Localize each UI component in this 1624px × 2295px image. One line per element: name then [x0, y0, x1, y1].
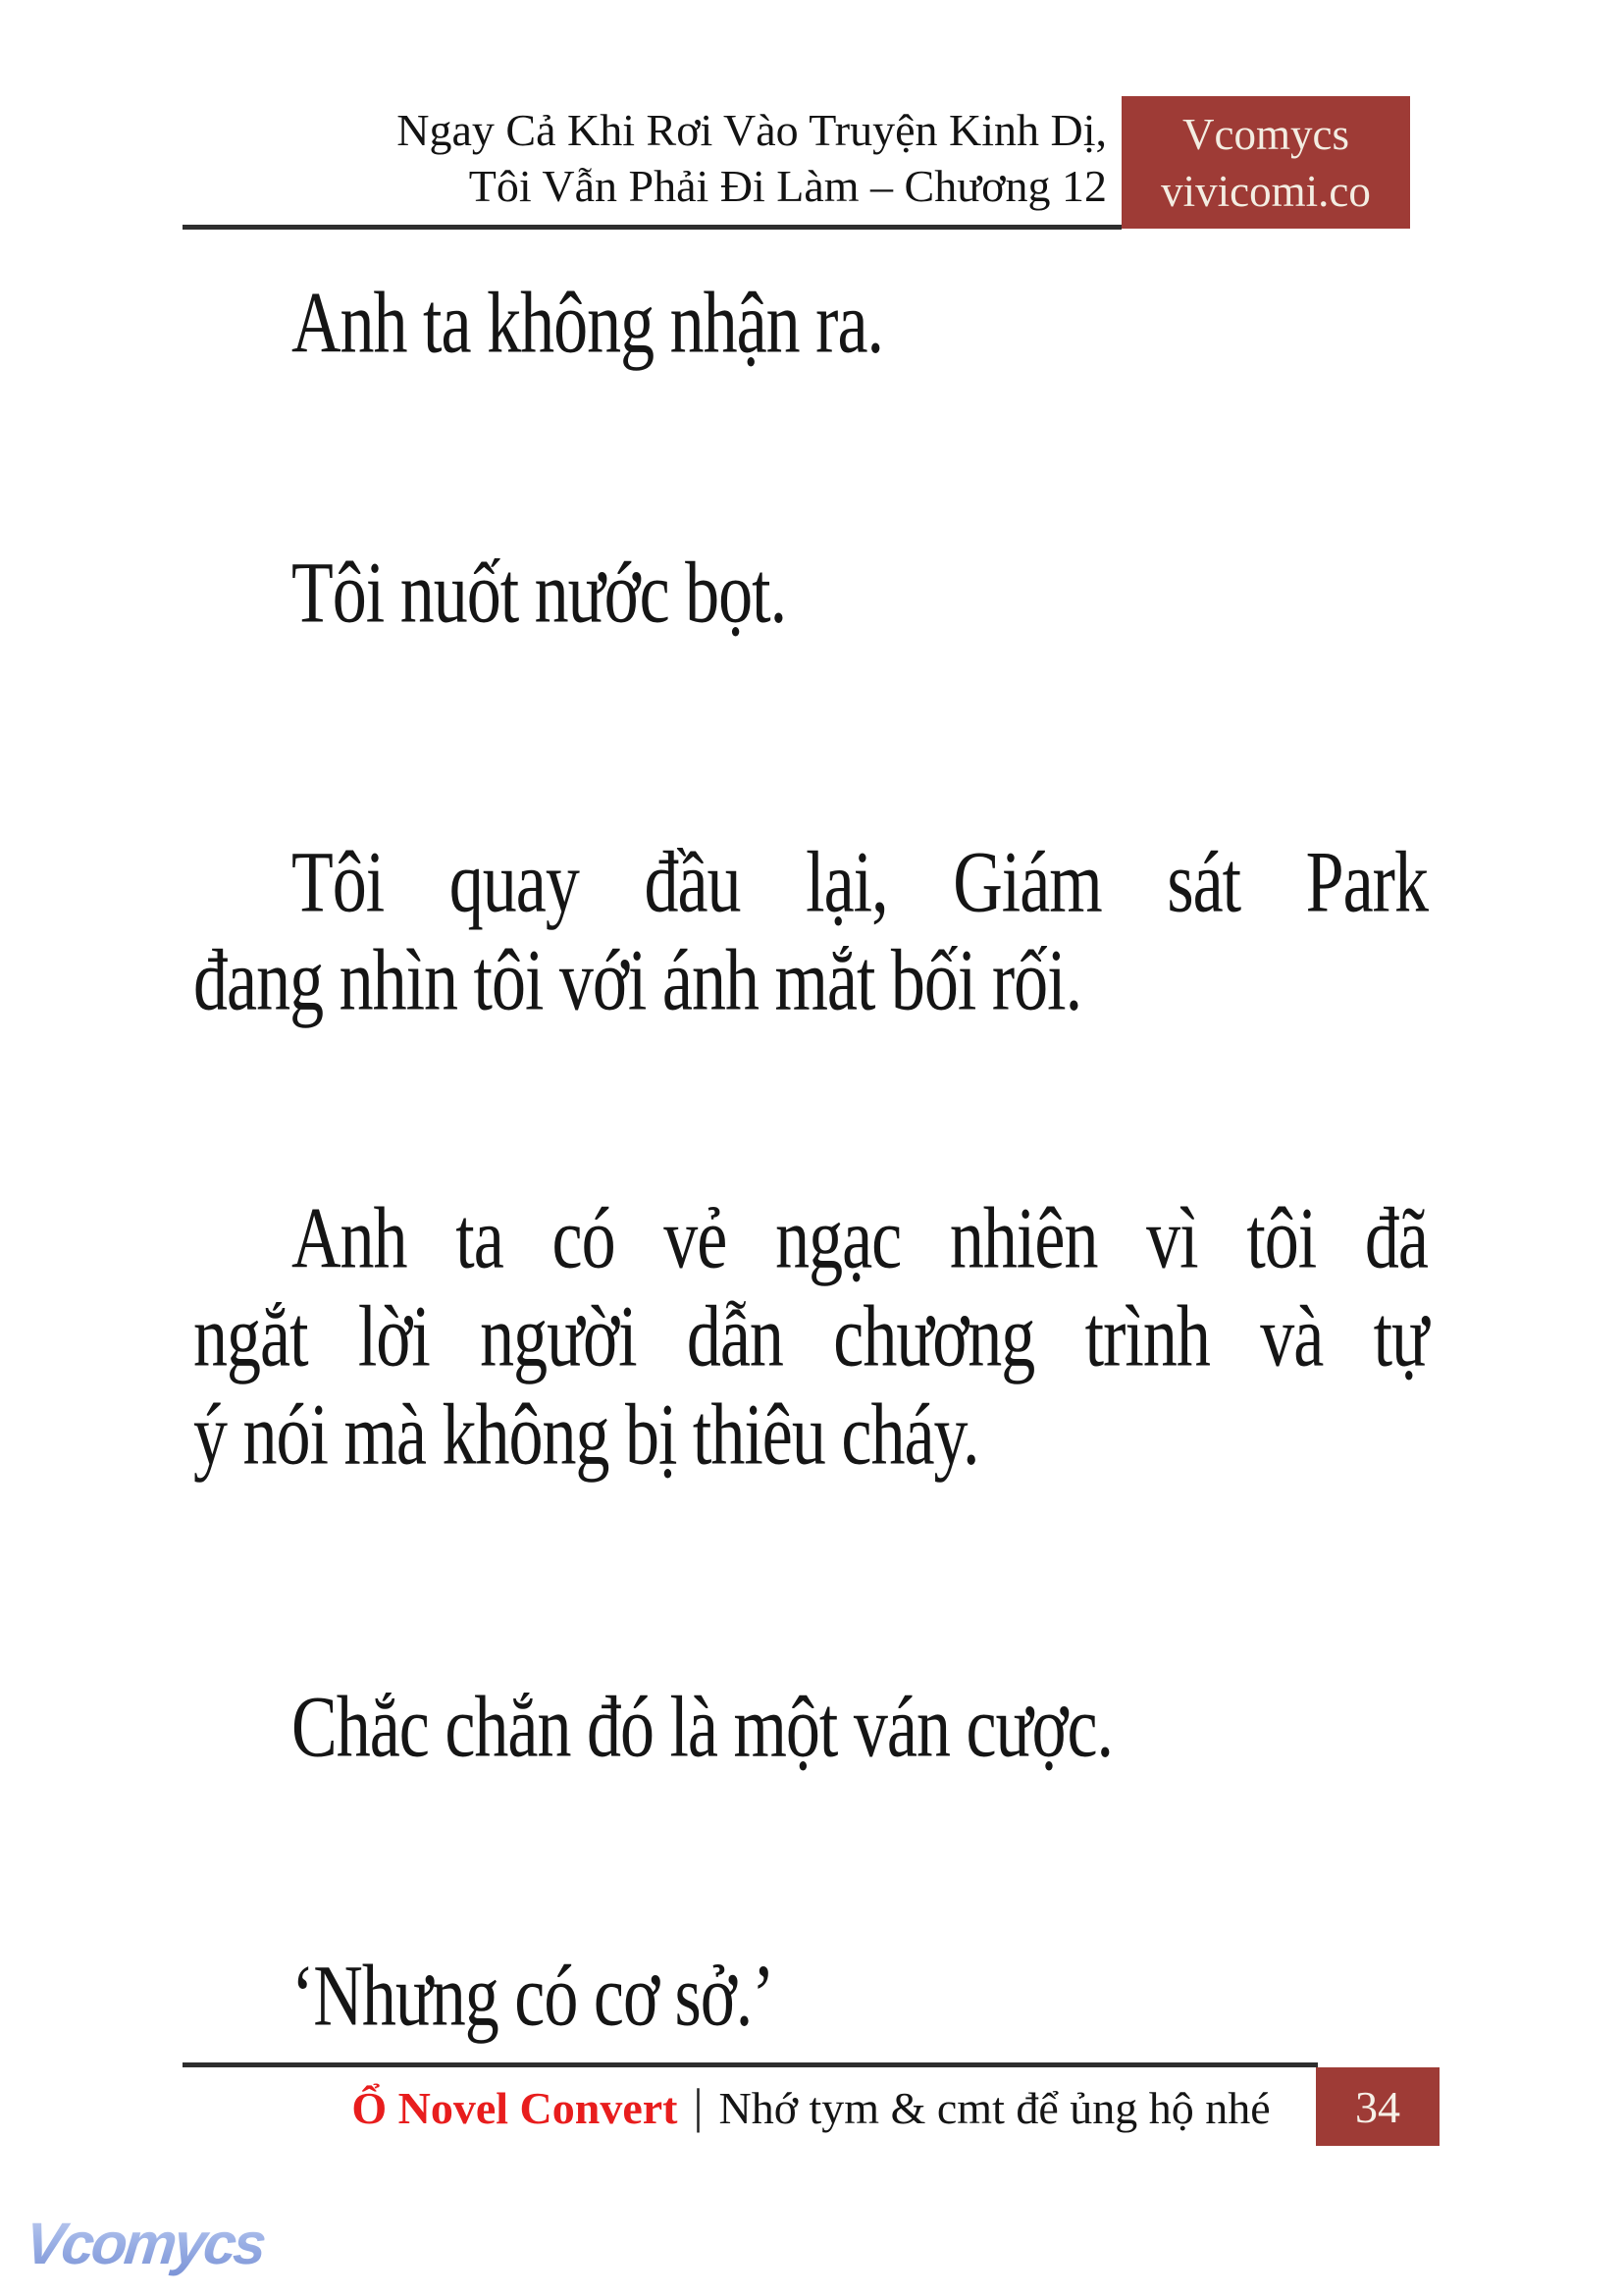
- paragraph: [193, 1190, 1428, 1485]
- brand-site-url: vivicomi.co: [1161, 166, 1371, 216]
- page-number: 34: [1355, 2081, 1400, 2132]
- footer-note: Nhớ tym & cmt để ủng hộ nhé: [718, 2082, 1271, 2133]
- page-number-badge: [1316, 2067, 1440, 2146]
- chapter-title-line2: Tôi Vẫn Phải Đi Làm – Chương 12: [468, 161, 1107, 211]
- paragraph: [193, 275, 1428, 373]
- footer-group-name: Ổ Novel Convert: [351, 2082, 678, 2133]
- chapter-title: [396, 102, 1107, 214]
- header-divider: [183, 225, 1122, 230]
- brand-name: Vcomycs: [1182, 109, 1349, 159]
- brand-badge: [1122, 96, 1410, 229]
- paragraph-line: Chắc chắn đó là một ván cược.: [291, 1680, 1114, 1776]
- paragraph-line: đang nhìn tôi với ánh mắt bối rối.: [193, 933, 1082, 1029]
- paragraph: [193, 1679, 1428, 1777]
- paragraph: [193, 545, 1428, 643]
- paragraph-line: ngắt lời người dẫn chương trình và tự: [193, 1289, 1428, 1385]
- paragraph-line: Anh ta có vẻ ngạc nhiên vì tôi đã: [291, 1191, 1428, 1287]
- paragraph-line: Tôi quay đầu lại, Giám sát Park: [291, 835, 1428, 931]
- paragraph-line: Anh ta không nhận ra.: [291, 276, 884, 372]
- paragraph-line: ý nói mà không bị thiêu cháy.: [193, 1387, 979, 1484]
- chapter-title-line1: Ngay Cả Khi Rơi Vào Truyện Kinh Dị,: [396, 105, 1107, 155]
- footer-credit: [183, 2067, 1440, 2148]
- paragraph: [193, 834, 1428, 1030]
- paragraph-line: Tôi nuốt nước bọt.: [291, 546, 787, 642]
- paragraph-line: ‘Nhưng có cơ sở.’: [291, 1949, 774, 2045]
- paragraph: [193, 1948, 1428, 2046]
- footer-separator: |: [693, 2078, 704, 2133]
- vcomycs-watermark-logo: Vcomycs: [22, 2211, 268, 2276]
